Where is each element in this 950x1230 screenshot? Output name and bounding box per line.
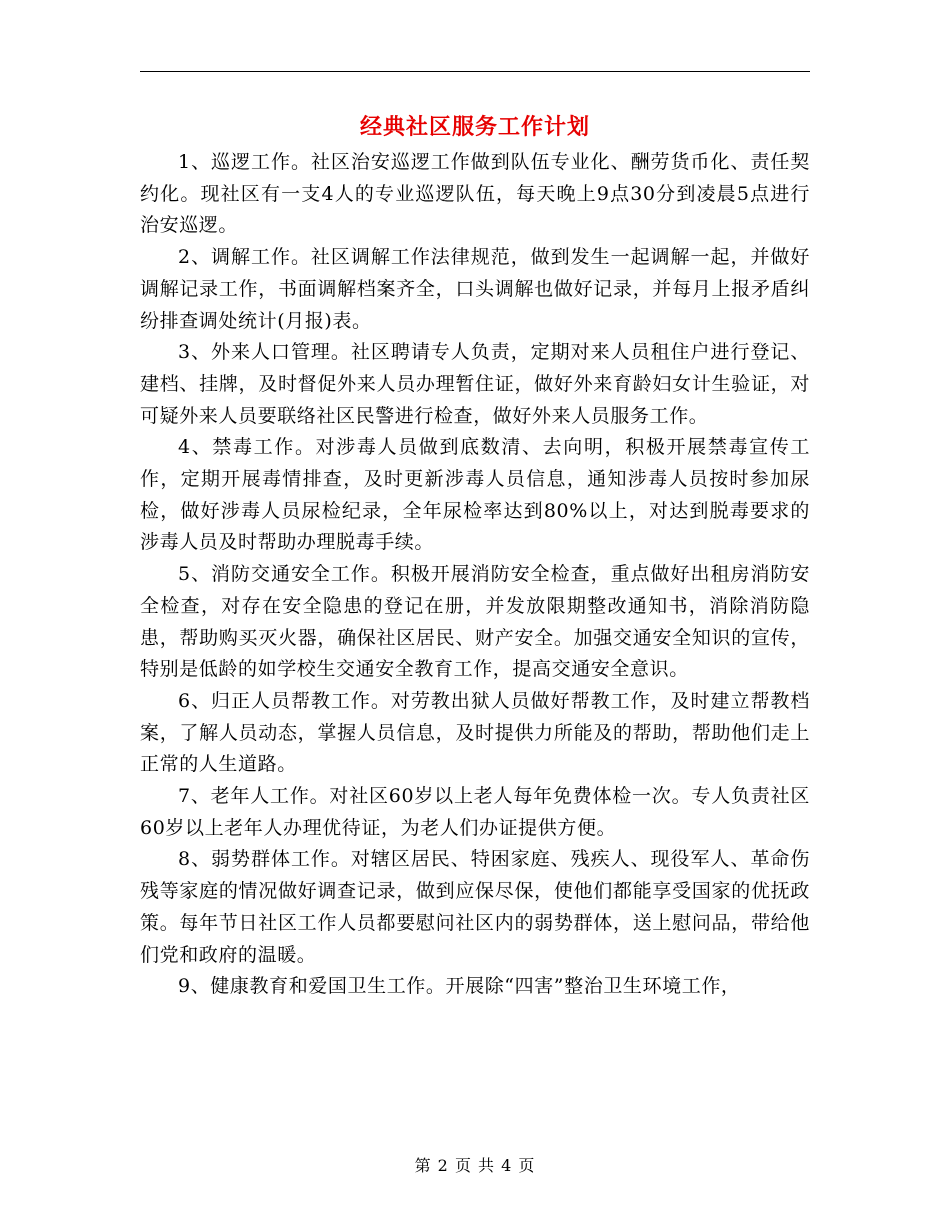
paragraph-elderly: 7、老年人工作。对社区60岁以上老人每年免费体检一次。专人负责社区60岁以上老年人办理优待证，为老人们办证提供方便。 bbox=[140, 785, 810, 839]
paragraph-health-sanitation: 9、健康教育和爱国卫生工作。开展除“四害”整治卫生环境工作， bbox=[178, 975, 741, 998]
paragraph-fire-traffic-safety: 5、消防交通安全工作。积极开展消防安全检查，重点做好出租房消防安全检查，对存在安全隐患的登记在册，并发放限期整改通知书，消除消防隐患，帮助购买灭火器，确保社区居民、财产安全。加强交通安全知识的宣传，特别是低龄的如学校生交通安全教育工作，提高交通安全意识。 bbox=[140, 563, 810, 681]
header-rule bbox=[140, 71, 810, 72]
paragraph-rehabilitation: 6、归正人员帮教工作。对劳教出狱人员做好帮教工作，及时建立帮教档案，了解人员动态，掌握人员信息，及时提供力所能及的帮助，帮助他们走上正常的人生道路。 bbox=[140, 689, 810, 776]
paragraph-mediation: 2、调解工作。社区调解工作法律规范，做到发生一起调解一起，并做好调解记录工作，书面调解档案齐全，口头调解也做好记录，并每月上报矛盾纠纷排查调处统计(月报)表。 bbox=[140, 246, 810, 332]
document-body bbox=[140, 147, 810, 1003]
document-title: 经典社区服务工作计划 bbox=[359, 114, 590, 140]
paragraph-patrol: 1、巡逻工作。社区治安巡逻工作做到队伍专业化、酬劳货币化、责任契约化。现社区有一支4人的专业巡逻队伍，每天晚上9点30分到凌晨5点进行治安巡逻。 bbox=[140, 151, 810, 237]
paragraph-drug-control: 4、禁毒工作。对涉毒人员做到底数清、去向明，积极开展禁毒宣传工作，定期开展毒情排查，及时更新涉毒人员信息，通知涉毒人员按时参加尿检，做好涉毒人员尿检纪录，全年尿检率达到80%以上，对达到脱毒要求的涉毒人员及时帮助办理脱毒手续。 bbox=[140, 436, 810, 554]
page-footer: 第 2 页 共 4 页 bbox=[414, 1156, 536, 1175]
paragraph-migrant-management: 3、外来人口管理。社区聘请专人负责，定期对来人员租住户进行登记、建档、挂牌，及时督促外来人员办理暂住证，做好外来育龄妇女计生验证，对可疑外来人员要联络社区民警进行检查，做好外来人员服务工作。 bbox=[140, 341, 810, 427]
paragraph-vulnerable-groups: 8、弱势群体工作。对辖区居民、特困家庭、残疾人、现役军人、革命伤残等家庭的情况做好调查记录，做到应保尽保，使他们都能享受国家的优抚政策。每年节日社区工作人员都要慰问社区内的弱势群体，送上慰问品，带给他们党和政府的温暖。 bbox=[140, 848, 810, 966]
